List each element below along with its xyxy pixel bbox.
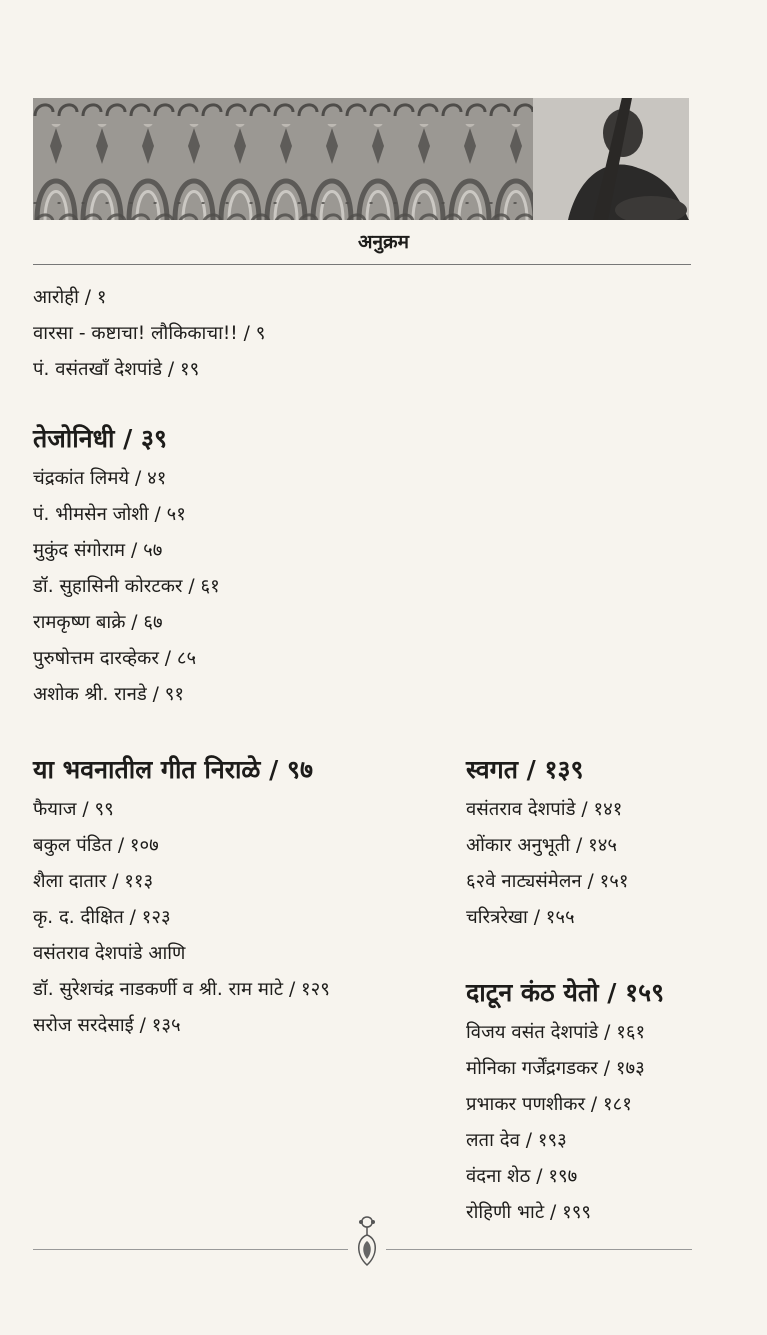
- section-title-swagat: स्वगत / १३९: [466, 755, 584, 784]
- intro-list: [33, 280, 265, 388]
- list-item: मुकुंद संगोराम / ५७: [33, 540, 163, 561]
- list-item: मोनिका गर्जेंद्रगडकर / १७३: [466, 1058, 645, 1079]
- section-list-tejonidhi: [33, 461, 220, 713]
- list-item: पुरुषोत्तम दारव्हेकर / ८५: [33, 648, 197, 669]
- footer-divider-left: [33, 1249, 348, 1250]
- list-item: पं. वसंतखाँ देशपांडे / १९: [33, 359, 200, 380]
- section-title-bhavan: या भवनातील गीत निराळे / ९७: [33, 755, 313, 784]
- list-item: लता देव / १९३: [466, 1130, 567, 1151]
- list-item: चरित्ररेखा / १५५: [466, 907, 575, 928]
- list-item: चंद्रकांत लिमये / ४१: [33, 468, 167, 489]
- list-item: डॉ. सुहासिनी कोरटकर / ६१: [33, 576, 220, 597]
- list-item: ६२वे नाट्यसंमेलन / १५१: [466, 871, 629, 892]
- list-item: विजय वसंत देशपांडे / १६१: [466, 1022, 646, 1043]
- floral-ornament-icon: [352, 1213, 382, 1269]
- page-title: अनुक्रम: [357, 231, 409, 253]
- list-item: अशोक श्री. रानडे / ९१: [33, 684, 185, 705]
- title-divider: [33, 264, 691, 265]
- list-item: प्रभाकर पणशीकर / १८१: [466, 1094, 632, 1115]
- footer-divider-right: [386, 1249, 692, 1250]
- list-item: कृ. द. दीक्षित / १२३: [33, 907, 171, 928]
- header-banner-image: [33, 98, 689, 220]
- section-title-tejonidhi: तेजोनिधी / ३९: [33, 424, 168, 453]
- section-title-datun: दाटून कंठ येतो / १५९: [466, 978, 665, 1007]
- list-item: वंदना शेठ / १९७: [466, 1166, 578, 1187]
- section-list-swagat: [466, 792, 628, 936]
- list-item: डॉ. सुरेशचंद्र नाडकर्णी व श्री. राम माटे / १२९: [33, 979, 330, 1000]
- section-list-bhavan: [33, 792, 330, 1044]
- section-list-datun: [466, 1015, 645, 1231]
- list-item: फैयाज / ९९: [33, 799, 114, 820]
- ornamental-pattern-icon: [33, 98, 689, 220]
- list-item: पं. भीमसेन जोशी / ५१: [33, 504, 186, 525]
- list-item: शैला दातार / ११३: [33, 871, 154, 892]
- list-item: आरोही / १: [33, 287, 107, 308]
- list-item: वारसा - कष्टाचा! लौकिकाचा!! / ९: [33, 323, 266, 344]
- list-item: सरोज सरदेसाई / १३५: [33, 1015, 181, 1036]
- list-item: वसंतराव देशपांडे / १४१: [466, 799, 623, 820]
- list-item: बकुल पंडित / १०७: [33, 835, 159, 856]
- list-item: रामकृष्ण बाक्रे / ६७: [33, 612, 163, 633]
- list-item: ओंकार अनुभूती / १४५: [466, 835, 617, 856]
- list-item: रोहिणी भाटे / १९९: [466, 1202, 591, 1223]
- list-item: वसंतराव देशपांडे आणि: [33, 943, 186, 964]
